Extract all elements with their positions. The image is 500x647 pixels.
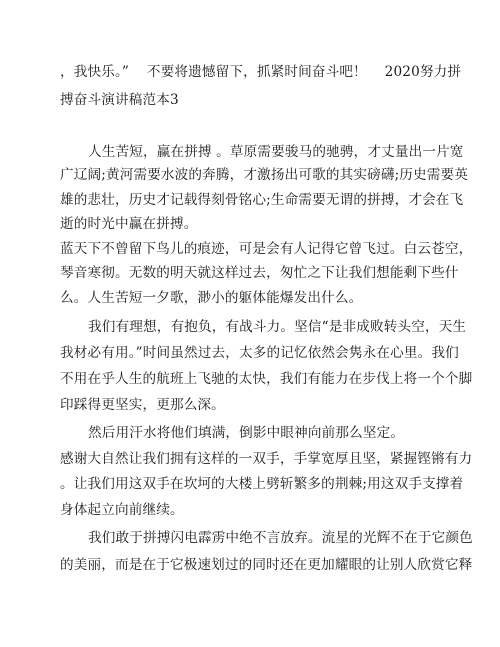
text-line: 么。人生苦短一夕歌，渺小的躯体能爆发出什么。: [60, 290, 363, 306]
text-line: 逝的时光中赢在拼搏。: [60, 216, 198, 232]
text-line: 搏奋斗演讲稿范本3: [60, 92, 179, 108]
text-line: 不用在乎人生的航班上飞驰的太快，我们有能力在步伐上将一个个脚: [60, 371, 473, 387]
text-line: 我们有理想，有抱负，有战斗力。坚信“是非成败转头空，天生: [88, 319, 467, 335]
text-line: 雄的悲壮，历史才记载得刻骨铭心;生命需要无谓的拼搏，才会在飞: [60, 192, 464, 208]
text-line: 。让我们用这双手在坎坷的大楼上劈斩繁多的荆棘;用这双手支撑着: [60, 476, 464, 492]
text-line: 的美丽，而是在于它极速划过的同时还在更加耀眼的让别人欣赏它释: [60, 557, 473, 573]
text-line: 感谢大自然让我们拥有这样的一双手，手掌宽厚且坚，紧握铿锵有力: [60, 451, 473, 467]
text-line: 我们敢于拼搏闪电霹雳中绝不言放弃。流星的光辉不在于它颜色: [88, 530, 473, 546]
text-line: 然后用汗水将他们填满，倒影中眼神向前那么坚定。: [88, 425, 405, 441]
text-line: 身体起立向前继续。: [60, 502, 184, 518]
text-line: 人生苦短，赢在拼搏 。草原需要骏马的驰骋，才丈量出一片宽: [88, 144, 464, 160]
text-line: 我材必有用。”时间虽然过去，太多的记忆依然会隽永在心里。我们: [60, 345, 459, 361]
text-line: 印踩得更坚实，更那么深。: [60, 397, 225, 413]
text-line: ，我快乐。” 不要将遗憾留下，抓紧时间奋斗吧！ 2020努力拼: [60, 64, 462, 80]
text-line: 广辽阔;黄河需要水波的奔腾，才激扬出可歌的其实磅礴;历史需要英: [60, 167, 469, 183]
text-line: 蓝天下不曾留下鸟儿的痕迹，可是会有人记得它曾飞过。白云苍空，: [60, 241, 473, 257]
text-line: 琴音寒彻。无数的明天就这样过去，匆忙之下让我们想能剩下些什: [60, 265, 459, 281]
